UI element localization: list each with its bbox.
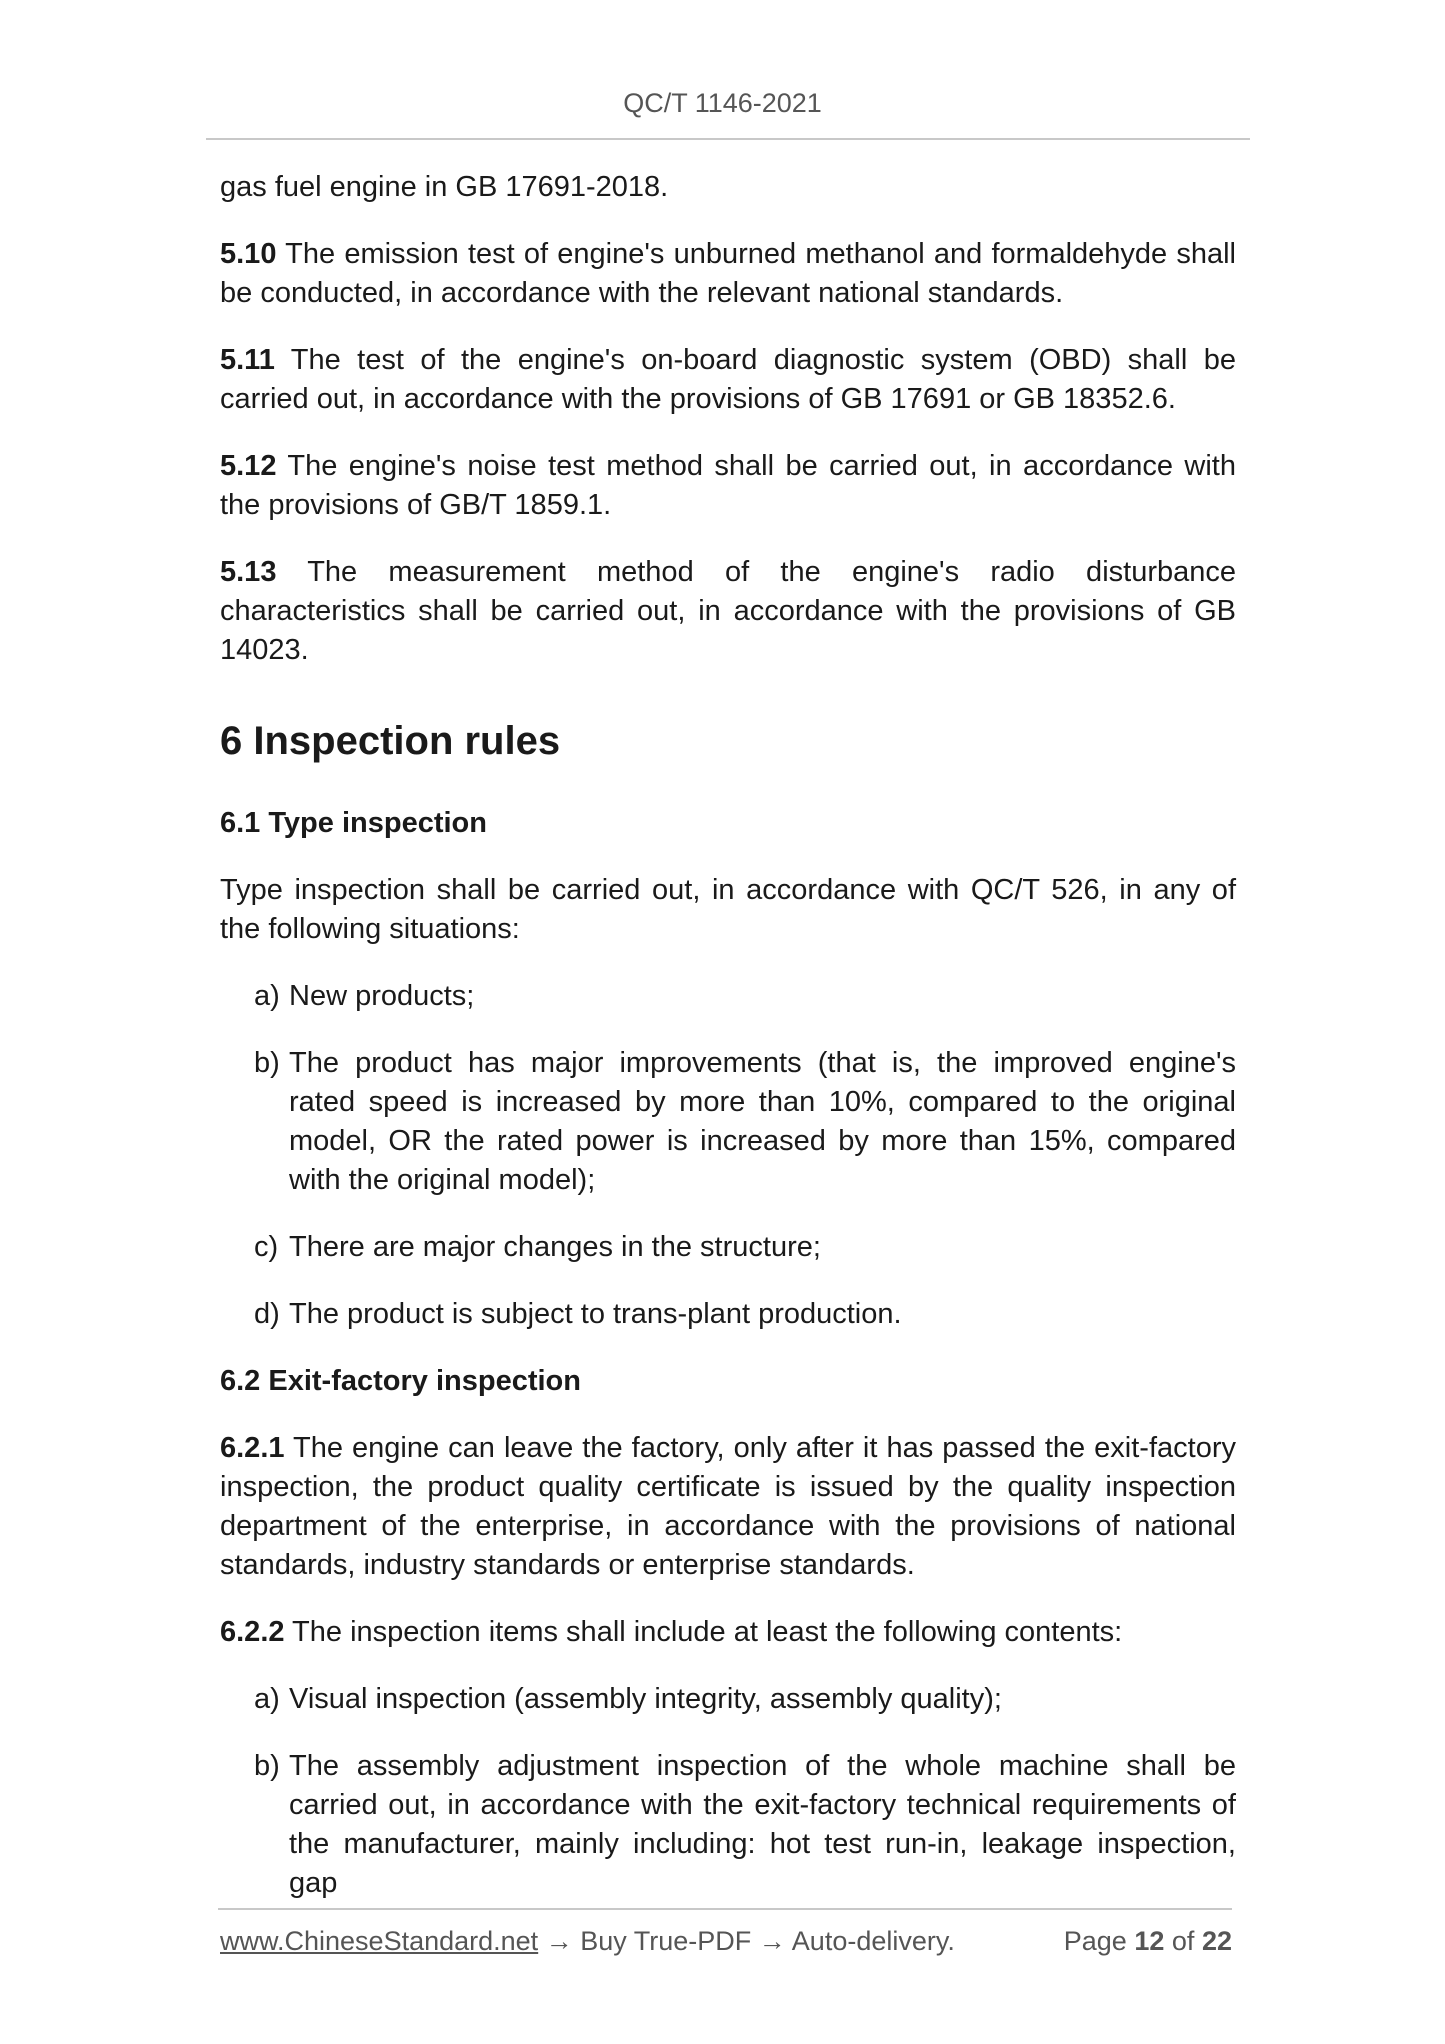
list-marker: d): [254, 1298, 280, 1330]
buy-pdf-text: Buy True-PDF: [580, 1926, 752, 1956]
clause-5-12: [220, 447, 1236, 525]
list-marker: a): [254, 980, 280, 1012]
website-link[interactable]: www.ChineseStandard.net: [220, 1926, 539, 1956]
subsection-6-1-heading: 6.1 Type inspection: [220, 807, 487, 839]
page-label: Page: [1063, 1926, 1127, 1956]
clause-text: The test of the engine's on-board diagnostic system (OBD) shall be carried out, in accordance with the provisions of GB 17691 or GB 18352.6.: [220, 344, 1236, 415]
clause-number: 5.12: [220, 450, 277, 482]
list-item-text: The product is subject to trans-plant production.: [289, 1298, 902, 1330]
of-label: of: [1171, 1926, 1195, 1956]
list-item-text: There are major changes in the structure;: [289, 1231, 821, 1263]
clause-text: The inspection items shall include at least the following contents:: [292, 1616, 1123, 1648]
list-item: [254, 977, 1236, 1016]
list-item: [254, 1680, 1236, 1719]
footer-divider: [218, 1908, 1232, 1910]
clause-6-2-1: [220, 1429, 1236, 1585]
list-item: [254, 1295, 1236, 1334]
page-number: 12: [1134, 1926, 1165, 1956]
type-inspection-intro: Type inspection shall be carried out, in accordance with QC/T 526, in any of the following situations:: [220, 874, 1236, 945]
list-item-text: New products;: [289, 980, 475, 1012]
auto-delivery-text: Auto-delivery.: [791, 1926, 955, 1956]
document-id-header: QC/T 1146-2021: [623, 88, 822, 118]
section-6-heading: 6 Inspection rules: [220, 719, 561, 763]
footer-promo: [220, 1926, 955, 1957]
list-item: [254, 1747, 1236, 1903]
clause-number: 5.13: [220, 556, 277, 588]
clause-5-11: [220, 341, 1236, 419]
list-item-text: The product has major improvements (that is, the improved engine's rated speed is increased by more than 10%, compared to the original model, OR the rated power is increased by more than 15%, compared with the original model);: [289, 1047, 1236, 1196]
page-indicator: [1064, 1926, 1232, 1957]
clause-text: The engine can leave the factory, only after it has passed the exit-factory inspection, the product quality certificate is issued by the quality inspection department of the enterprise, in accordance with the provisions of national standards, industry standards or enterprise standards.: [220, 1432, 1236, 1581]
arrow-right-icon: →: [758, 1926, 786, 1956]
paragraph-continuation: gas fuel engine in GB 17691-2018.: [220, 171, 669, 203]
page-content: [220, 168, 1236, 1931]
list-marker: a): [254, 1683, 280, 1715]
header-divider: [206, 138, 1250, 140]
clause-6-2-2: [220, 1613, 1236, 1652]
clause-number: 5.10: [220, 238, 277, 270]
list-marker: b): [254, 1750, 280, 1782]
list-marker: b): [254, 1047, 280, 1079]
clause-text: The engine's noise test method shall be carried out, in accordance with the provisions of GB/T 1859.1.: [220, 450, 1236, 521]
list-item-text: The assembly adjustment inspection of the whole machine shall be carried out, in accordance with the exit-factory technical requirements of the manufacturer, mainly including: hot test run-in, leakage inspection, gap: [289, 1750, 1236, 1899]
list-item: [254, 1228, 1236, 1267]
page-total: 22: [1201, 1926, 1232, 1956]
clause-number: 6.2.2: [220, 1616, 285, 1648]
list-item: [254, 1044, 1236, 1200]
clause-text: The measurement method of the engine's radio disturbance characteristics shall be carried out, in accordance with the provisions of GB 14023.: [220, 556, 1236, 666]
clause-number: 5.11: [220, 344, 275, 376]
clause-5-13: [220, 553, 1236, 670]
clause-text: The emission test of engine's unburned methanol and formaldehyde shall be conducted, in accordance with the relevant national standards.: [220, 238, 1236, 309]
clause-number: 6.2.1: [220, 1432, 285, 1464]
arrow-right-icon: →: [545, 1926, 573, 1956]
list-marker: c): [254, 1231, 279, 1263]
list-item-text: Visual inspection (assembly integrity, assembly quality);: [289, 1683, 1002, 1715]
subsection-6-2-heading: 6.2 Exit-factory inspection: [220, 1365, 581, 1397]
clause-5-10: [220, 235, 1236, 313]
